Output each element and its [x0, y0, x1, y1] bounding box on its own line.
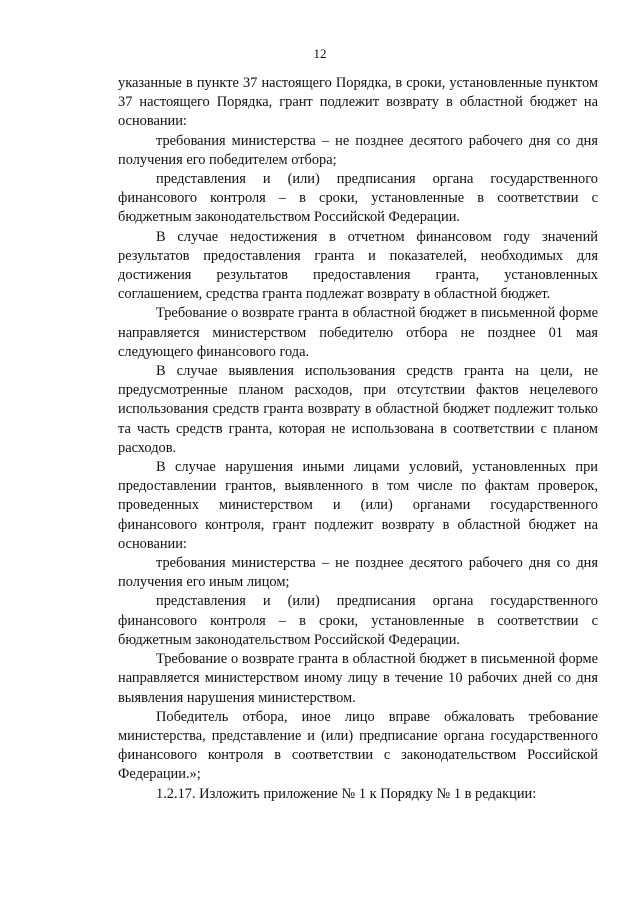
paragraph-11: Победитель отбора, иное лицо вправе обжаловать требование министерства, представление и (или) предписание органа государственного финансового контроля в соответствии с законодательством Российской Федерации.»; — [118, 708, 598, 783]
paragraph-10: Требование о возврате гранта в областной бюджет в письменной форме направляется министерством иному лицу в течение 10 рабочих дней со дня выявления нарушения министерством. — [118, 651, 598, 706]
document-body — [118, 74, 598, 804]
paragraph-6: В случае выявления использования средств гранта на цели, не предусмотренные планом расходов, при отсутствии фактов нецелевого использования средств гранта возврату в областной бюджет подлежит только та часть средств гранта, которая не использована в соответствии с планом расходов. — [118, 363, 598, 456]
page-number: 12 — [313, 46, 327, 61]
paragraph-8: требования министерства – не позднее десятого рабочего дня со дня получения его иным лицом; — [118, 555, 598, 591]
paragraph-12: 1.2.17. Изложить приложение № 1 к Порядку № 1 в редакции: — [156, 785, 537, 802]
paragraph-9: представления и (или) предписания органа государственного финансового контроля – в сроки, установленные в соответствии с бюджетным законодательством Российской Федерации. — [118, 593, 598, 648]
paragraph-2: требования министерства – не позднее десятого рабочего дня со дня получения его победителем отбора; — [118, 132, 598, 168]
paragraph-1: указанные в пункте 37 настоящего Порядка, в сроки, установленные пунктом 37 настоящего Порядка, грант подлежит возврату в областной бюджет на основании: — [118, 75, 598, 130]
paragraph-4: В случае недостижения в отчетном финансовом году значений результатов предоставления гранта и показателей, необходимых для достижения результатов предоставления гранта, установленных соглашением, средства гранта подлежат возврату в областной бюджет. — [118, 228, 598, 303]
paragraph-7: В случае нарушения иными лицами условий, установленных при предоставлении грантов, выявленного в том числе по фактам проверок, проведенных министерством и (или) органами государственного финансового контроля, грант подлежит возврату в областной бюджет на основании: — [118, 459, 598, 552]
paragraph-5: Требование о возврате гранта в областной бюджет в письменной форме направляется министерством победителю отбора не позднее 01 мая следующего финансового года. — [118, 305, 598, 360]
paragraph-3: представления и (или) предписания органа государственного финансового контроля – в сроки, установленные в соответствии с бюджетным законодательством Российской Федерации. — [118, 171, 598, 226]
